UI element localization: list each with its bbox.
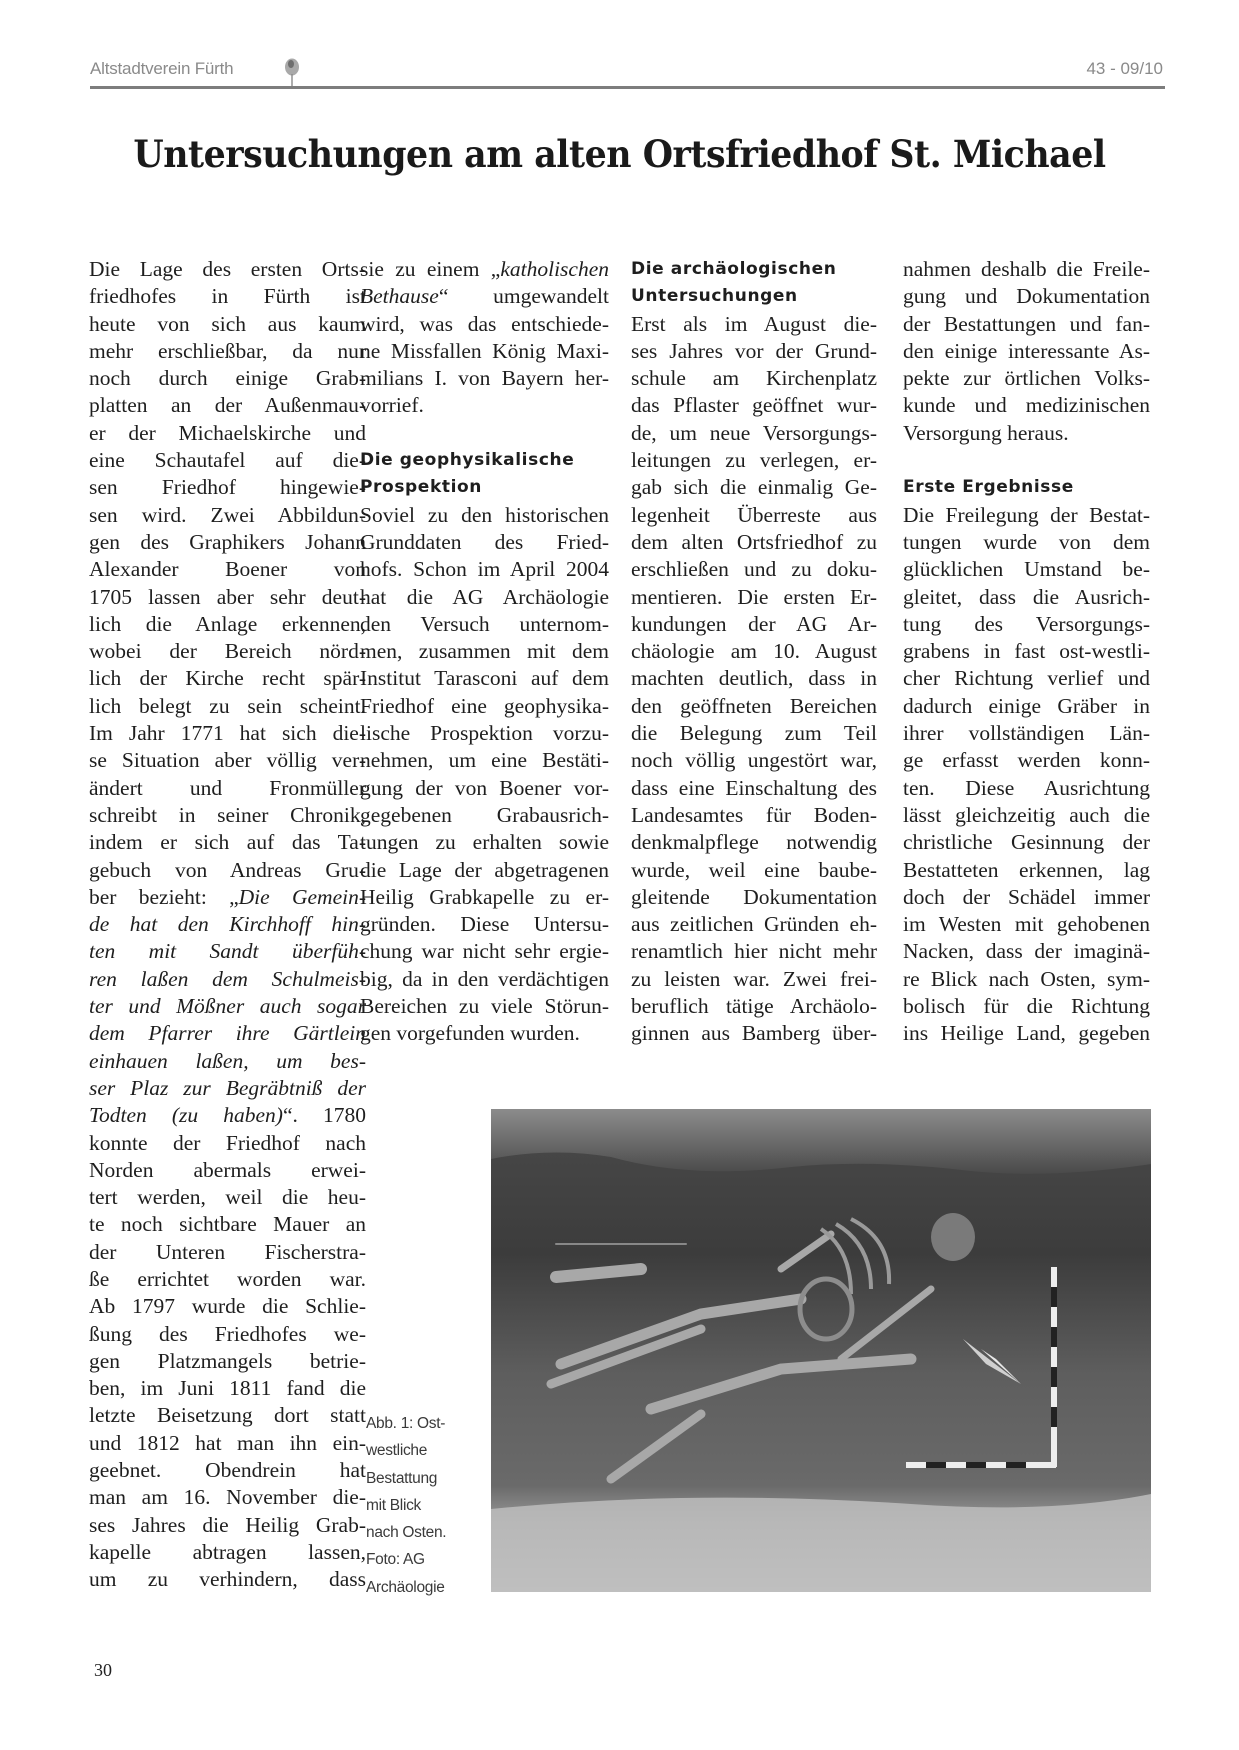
text-run: tungen zu erhalten sowie (360, 830, 609, 855)
text-run: gegebenen Grabausrich- (360, 802, 609, 827)
text-line (89, 1075, 366, 1102)
text-line (360, 802, 609, 829)
text-run: zu leisten war. Zwei frei- (631, 966, 877, 991)
quoted-text-italic: Todten (zu haben) (89, 1103, 283, 1128)
text-run: indem er sich auf das Ta- (89, 830, 366, 855)
text-line (631, 993, 877, 1020)
text-run: um zu verhindern, dass (89, 1567, 366, 1592)
header-divider (90, 86, 1165, 89)
text-line (360, 884, 609, 911)
text-run: eine Schautafel auf die- (89, 448, 366, 473)
text-run: noch durch einige Grab- (89, 366, 366, 391)
text-line (89, 1211, 366, 1238)
quoted-text-italic: ser Plaz zur Begräbtniß der (89, 1075, 366, 1100)
text-line (89, 1048, 366, 1075)
text-line (903, 392, 1150, 419)
text-line (903, 993, 1150, 1020)
text-run: Ab 1797 wurde die Schlie- (89, 1294, 366, 1319)
section-heading: Die archäologischen (631, 259, 837, 279)
paragraph-spacer (360, 420, 609, 447)
text-line (360, 556, 609, 583)
text-line (89, 1020, 366, 1047)
text-line (89, 993, 366, 1020)
text-run: den Versuch unternom- (360, 611, 609, 636)
text-run: ber bezieht: „ (89, 884, 239, 909)
text-run: letzte Beisetzung dort statt (89, 1403, 366, 1428)
text-line (631, 447, 877, 474)
text-run: Soviel zu den historischen (360, 502, 609, 527)
text-run: men, zusammen mit dem (360, 639, 609, 664)
text-run: lässt gleichzeitig auch die (903, 802, 1150, 827)
section-heading: Prospektion (360, 477, 482, 498)
text-run: hofs. Schon im April 2004 (360, 557, 609, 582)
quoted-text-italic: Bethause (360, 284, 439, 309)
text-run: hat die AG Archäologie (360, 584, 609, 609)
text-line (903, 256, 1150, 283)
text-line (89, 829, 366, 856)
text-line (903, 829, 1150, 856)
text-run: ben, im Juni 1811 fand die (89, 1376, 366, 1401)
text-run: machten deutlich, dass in (631, 666, 877, 691)
text-run: sen Friedhof hingewie- (89, 475, 366, 500)
text-run: das Pflaster geöffnet wur- (631, 393, 877, 418)
text-run: Versorgung heraus. (903, 420, 1069, 445)
text-line (89, 802, 366, 829)
text-line (903, 720, 1150, 747)
text-line (903, 966, 1150, 993)
text-line (631, 311, 877, 338)
text-line (903, 556, 1150, 583)
text-run: ten. Diese Ausrichtung (903, 775, 1150, 800)
text-run: Die Freilegung der Bestat- (903, 502, 1150, 527)
text-line (89, 1321, 366, 1348)
text-run: Friedhof eine geophysika- (360, 693, 609, 718)
text-line (89, 1539, 366, 1566)
text-run: bolisch für die Richtung (903, 994, 1150, 1019)
text-line (89, 1402, 366, 1429)
quoted-text-italic: Die Gemein- (238, 884, 366, 909)
text-line (903, 529, 1150, 556)
text-line (903, 938, 1150, 965)
text-run: gleitet, dass die Ausrich- (903, 584, 1150, 609)
text-line (89, 1293, 366, 1320)
text-line (903, 911, 1150, 938)
text-line (903, 747, 1150, 774)
text-run: doch der Schädel immer (903, 884, 1150, 909)
text-line (89, 1184, 366, 1211)
text-line (89, 447, 366, 474)
text-run: sen wird. Zwei Abbildun- (89, 502, 366, 527)
text-run: Im Jahr 1771 hat sich die- (89, 721, 366, 746)
text-run: big, da in den verdächtigen (360, 966, 609, 991)
text-line (89, 1457, 366, 1484)
text-line (89, 1157, 366, 1184)
quoted-text-italic: de hat den Kirchhoff hin- (89, 912, 366, 937)
article-column-2 (360, 256, 609, 1048)
text-line (631, 502, 877, 529)
text-line (360, 775, 609, 802)
caption-line: Abb. 1: Ost- (366, 1415, 446, 1432)
text-line (631, 1020, 877, 1047)
text-line (903, 283, 1150, 310)
text-line (903, 857, 1150, 884)
text-run: gung und Dokumentation (903, 284, 1150, 309)
text-run: dem alten Ortsfriedhof zu (631, 529, 877, 554)
text-run: kundungen der AG Ar- (631, 611, 877, 636)
text-run: kunde und medizinischen (903, 393, 1150, 418)
text-line (360, 857, 609, 884)
text-run: er der Michaelskirche und (89, 420, 366, 445)
text-line (89, 775, 366, 802)
text-run: dass eine Einschaltung des (631, 775, 877, 800)
text-run: milians I. von Bayern her- (360, 366, 609, 391)
text-run: grabens in fast ost-westli- (903, 639, 1150, 664)
text-run: sie zu einem „ (360, 257, 501, 281)
text-line (89, 911, 366, 938)
text-line (903, 638, 1150, 665)
text-line (89, 1512, 366, 1539)
text-line (89, 1375, 366, 1402)
text-run: und 1812 hat man ihn ein- (89, 1430, 366, 1455)
text-line (631, 556, 877, 583)
text-line (360, 720, 609, 747)
text-line (89, 1130, 366, 1157)
text-run: der Bestattungen und fan- (903, 311, 1150, 336)
text-run: cher Richtung verlief und (903, 666, 1150, 691)
text-line (360, 529, 609, 556)
text-run: pekte zur örtlichen Volks- (903, 366, 1150, 391)
issue-number: 43 - 09/10 (1086, 59, 1163, 78)
excavation-photo (491, 1109, 1151, 1592)
text-run: ßung des Friedhofes we- (89, 1321, 366, 1346)
text-line (903, 775, 1150, 802)
text-run: gung der von Boener vor- (360, 775, 609, 800)
text-run: mehr erschließbar, da nur (89, 338, 366, 363)
text-line (631, 338, 877, 365)
text-run: christliche Gesinnung der (903, 830, 1150, 855)
text-run: gen Platzmangels betrie- (89, 1348, 366, 1373)
text-line (89, 966, 366, 993)
caption-line: mit Blick (366, 1496, 421, 1514)
page-number: 30 (94, 1660, 112, 1680)
text-line (631, 911, 877, 938)
caption-line: Foto: AG (366, 1551, 425, 1569)
text-run: ße errichtet worden war. (89, 1266, 366, 1291)
text-line (903, 884, 1150, 911)
text-run: kapelle abtragen lassen, (89, 1539, 366, 1564)
quoted-text-italic: dem Pfarrer ihre Gärtlein (89, 1021, 366, 1046)
text-line (631, 938, 877, 965)
text-run: Die Lage des ersten Orts- (89, 257, 366, 281)
text-line (631, 775, 877, 802)
text-line (89, 1266, 366, 1293)
text-line (89, 1566, 366, 1593)
text-line (89, 1484, 366, 1511)
text-line (360, 283, 609, 310)
text-line (89, 529, 366, 556)
text-run: dadurch einige Gräber in (903, 693, 1150, 718)
text-run: friedhofes in Fürth ist (89, 284, 366, 309)
text-line (903, 311, 1150, 338)
text-run: legenheit Überreste aus (631, 502, 877, 527)
text-run: gen vorgefunden wurden. (360, 1021, 580, 1046)
text-run: gab sich die einmalig Ge- (631, 475, 877, 500)
text-line (903, 338, 1150, 365)
text-line (631, 529, 877, 556)
text-line (903, 611, 1150, 638)
text-run: tungen wurde von dem (903, 529, 1150, 554)
section-heading: Untersuchungen (631, 286, 798, 307)
text-line (89, 720, 366, 747)
text-line (360, 993, 609, 1020)
text-run: ihrer vollständigen Län- (903, 721, 1150, 746)
text-line (631, 884, 877, 911)
section-heading: Erste Ergebnisse (903, 477, 1074, 498)
text-run: se Situation aber völlig ver- (89, 748, 366, 773)
article-column-4 (903, 256, 1150, 1048)
text-run: lische Prospektion vorzu- (360, 721, 609, 746)
text-run: leitungen zu verlegen, er- (631, 448, 877, 473)
text-run: Heilig Grabkapelle zu er- (360, 884, 609, 909)
quoted-text-italic: katholischen (500, 257, 609, 281)
text-run: den geöffneten Bereichen (631, 693, 877, 718)
text-line (89, 392, 366, 419)
text-run: Bestatteten erkennen, lag (903, 857, 1150, 882)
text-line (89, 556, 366, 583)
text-line (89, 693, 366, 720)
text-line (631, 857, 877, 884)
text-line (89, 338, 366, 365)
publisher-name: Altstadtverein Fürth (90, 59, 234, 78)
text-line (89, 256, 366, 283)
text-run: Grunddaten des Fried- (360, 529, 609, 554)
text-line (89, 938, 366, 965)
text-run: vorrief. (360, 393, 424, 418)
text-run: den einige interessante As- (903, 338, 1150, 363)
text-run: erschließen und zu doku- (631, 557, 877, 582)
text-run: renamtlich hier nicht mehr (631, 939, 877, 964)
text-line (360, 638, 609, 665)
text-line (360, 584, 609, 611)
text-run: ses Jahres vor der Grund- (631, 338, 877, 363)
text-run: ginnen aus Bamberg über- (631, 1021, 877, 1046)
article-column-1 (89, 256, 366, 1594)
text-run: wird, was das entschiede- (360, 311, 609, 336)
text-line (631, 693, 877, 720)
text-line (89, 311, 366, 338)
text-run: geebnet. Obendrein hat (89, 1458, 366, 1483)
text-line (89, 283, 366, 310)
text-line (89, 365, 366, 392)
text-line (360, 911, 609, 938)
text-line (903, 365, 1150, 392)
text-run: chäologie am 10. August (631, 639, 877, 664)
text-line (89, 638, 366, 665)
text-line (631, 420, 877, 447)
text-run: beruflich tätige Archäolo- (631, 994, 877, 1019)
text-line (89, 502, 366, 529)
text-line (360, 665, 609, 692)
text-run: tung des Versorgungs- (903, 611, 1150, 636)
text-line (89, 584, 366, 611)
text-run: lich die Anlage erkennen, (89, 611, 366, 636)
text-line (360, 502, 609, 529)
text-run: “. 1780 (282, 1103, 367, 1128)
text-run: konnte der Friedhof nach (89, 1130, 366, 1155)
quoted-text-italic: ten mit Sandt überfüh- (89, 939, 366, 964)
text-run: die Lage der abgetragenen (360, 857, 609, 882)
article-title: Untersuchungen am alten Ortsfriedhof St. Michael (133, 132, 1106, 176)
text-run: platten an der Außenmau- (89, 393, 366, 418)
text-line (631, 611, 877, 638)
caption-line: Archäologie (366, 1578, 445, 1596)
text-line (903, 802, 1150, 829)
quoted-text-italic: ren laßen dem Schulmeis- (89, 966, 366, 991)
text-run: wurde, weil eine baube- (631, 857, 877, 882)
text-line (360, 311, 609, 338)
text-line (360, 693, 609, 720)
text-run: gründen. Diese Untersu- (360, 912, 609, 937)
text-run: Institut Tarasconi auf dem (360, 666, 609, 691)
text-run: Erst als im August die- (631, 311, 877, 336)
text-line (360, 611, 609, 638)
article-column-3 (631, 256, 877, 1048)
caption-line: Bestattung (366, 1469, 438, 1487)
text-line (89, 747, 366, 774)
text-line (360, 966, 609, 993)
text-run: chung war nicht sehr ergie- (360, 939, 609, 964)
text-line (631, 665, 877, 692)
text-line (360, 392, 609, 419)
text-line (631, 365, 877, 392)
quoted-text-italic: ter und Mößner auch sogar (89, 994, 366, 1019)
text-run: mentieren. Die ersten Er- (631, 584, 877, 609)
text-line (360, 1020, 609, 1047)
text-line (903, 502, 1150, 529)
text-line (903, 693, 1150, 720)
text-line (89, 884, 366, 911)
text-run: “ umgewandelt (438, 284, 609, 309)
text-line (631, 720, 877, 747)
text-line (631, 829, 877, 856)
text-line (360, 747, 609, 774)
text-line (903, 1020, 1150, 1047)
text-run: 1705 lassen aber sehr deut- (89, 584, 366, 609)
text-run: te noch sichtbare Mauer an (89, 1212, 366, 1237)
text-run: wobei der Bereich nörd- (89, 639, 366, 664)
text-run: heute von sich aus kaum (89, 311, 366, 336)
paragraph-spacer (903, 447, 1150, 474)
text-line (631, 966, 877, 993)
text-line (89, 1102, 366, 1129)
text-run: ins Heilige Land, gegeben (903, 1021, 1150, 1046)
text-line (360, 256, 609, 283)
text-line (360, 829, 609, 856)
text-line (89, 1348, 366, 1375)
figure-caption (366, 1410, 476, 1601)
section-heading: Die geophysikalische (360, 450, 575, 471)
text-run: re Blick nach Osten, sym- (903, 966, 1150, 991)
text-run: Landesamtes für Boden- (631, 802, 877, 827)
caption-line: nach Osten. (366, 1524, 447, 1542)
text-line (360, 365, 609, 392)
text-line (631, 802, 877, 829)
text-line (89, 474, 366, 501)
text-line (360, 338, 609, 365)
text-line (631, 747, 877, 774)
text-run: tert werden, weil die heu- (89, 1185, 366, 1210)
text-run: ändert und Fronmüller (89, 775, 366, 800)
text-line (89, 665, 366, 692)
text-line (903, 420, 1150, 447)
text-run: lich belegt zu sein scheint. (89, 693, 366, 718)
text-line (631, 392, 877, 419)
text-run: gebuch von Andreas Gru- (89, 857, 366, 882)
text-line (631, 474, 877, 501)
text-line (89, 857, 366, 884)
text-line (360, 938, 609, 965)
text-run: die Belegung zum Teil (631, 721, 877, 746)
text-run: man am 16. November die- (89, 1485, 366, 1510)
text-line (631, 638, 877, 665)
text-run: de, um neue Versorgungs- (631, 420, 877, 445)
text-run: gleitende Dokumentation (631, 884, 877, 909)
text-run: Nacken, dass der imaginä- (903, 939, 1150, 964)
text-run: der Unteren Fischerstra- (89, 1239, 366, 1264)
quoted-text-italic: einhauen laßen, um bes- (89, 1048, 366, 1073)
text-run: Alexander Boener von (89, 557, 366, 582)
text-run: gen des Graphikers Johann (89, 529, 366, 554)
text-run: ses Jahres die Heilig Grab- (89, 1512, 366, 1537)
text-line (631, 584, 877, 611)
text-run: glücklichen Umstand be- (903, 557, 1150, 582)
text-line (89, 611, 366, 638)
text-run: ne Missfallen König Maxi- (360, 338, 609, 363)
text-run: lich der Kirche recht spär- (89, 666, 366, 691)
text-run: schreibt in seiner Chronik, (89, 802, 366, 827)
text-run: nehmen, um eine Bestäti- (360, 748, 609, 773)
text-run: Norden abermals erwei- (89, 1157, 366, 1182)
text-line (89, 420, 366, 447)
text-run: denkmalpflege notwendig (631, 830, 877, 855)
text-run: nahmen deshalb die Freile- (903, 257, 1150, 281)
text-line (903, 665, 1150, 692)
text-run: schule am Kirchenplatz (631, 366, 877, 391)
text-run: ge erfasst werden konn- (903, 748, 1150, 773)
text-run: aus zeitlichen Gründen eh- (631, 912, 877, 937)
caption-line: westliche (366, 1442, 428, 1460)
text-run: Bereichen zu viele Störun- (360, 994, 609, 1019)
text-line (89, 1239, 366, 1266)
text-run: im Westen mit gehobenen (903, 912, 1150, 937)
text-line (903, 584, 1150, 611)
text-run: noch völlig ungestört war, (631, 748, 877, 773)
text-line (89, 1430, 366, 1457)
